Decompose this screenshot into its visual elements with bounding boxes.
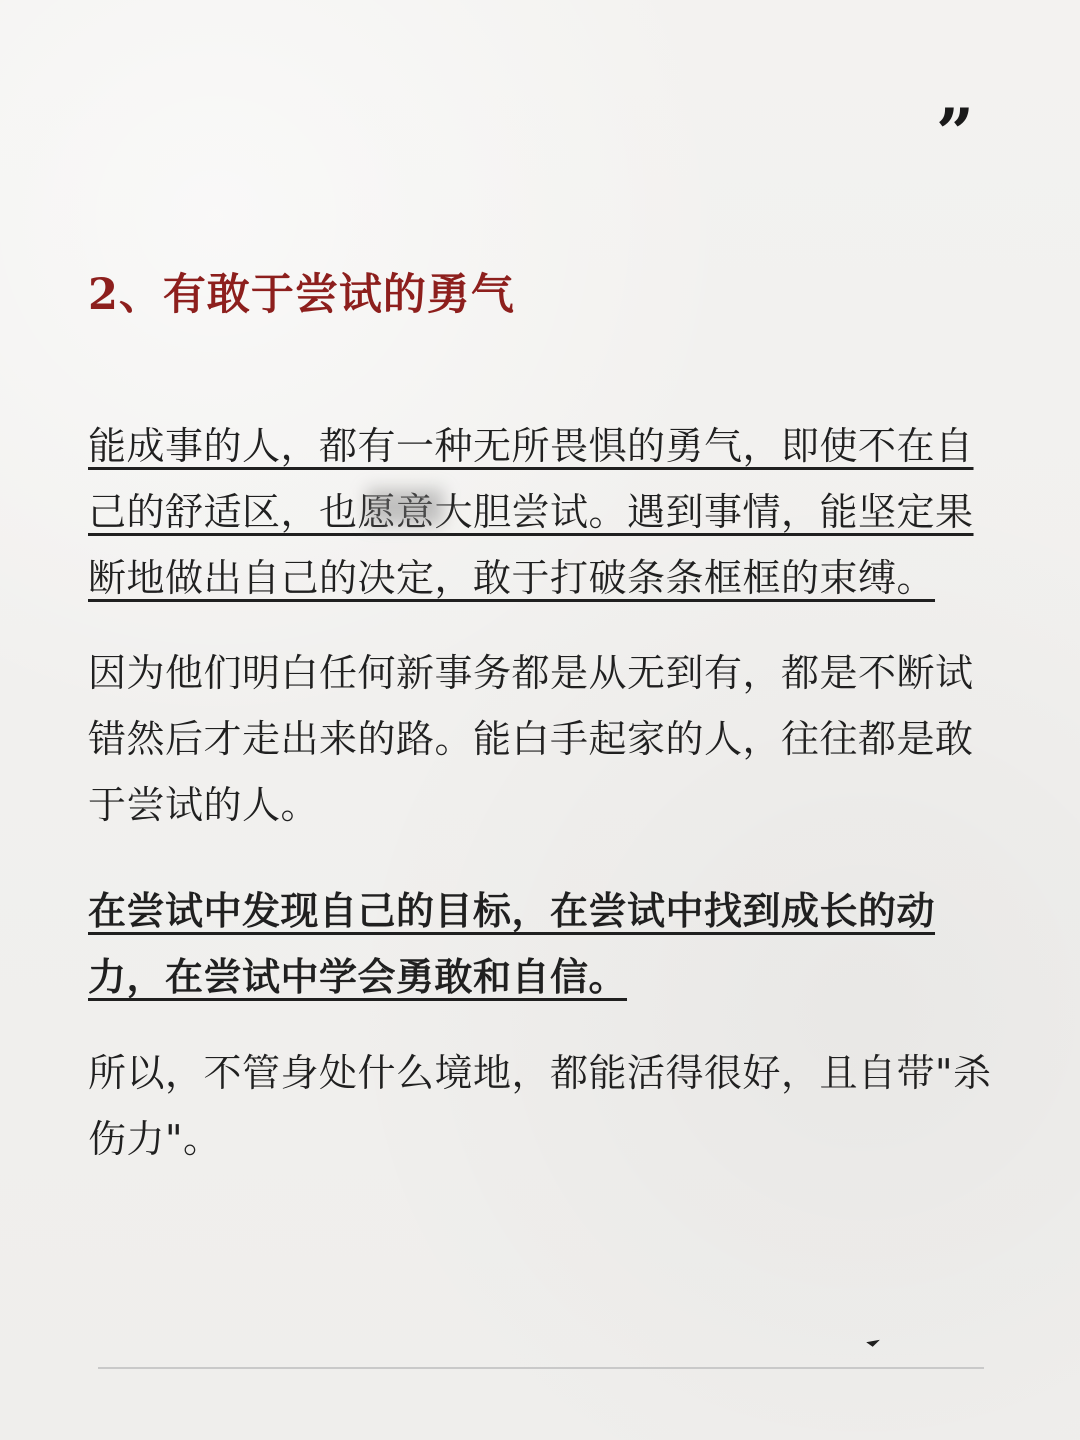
bottom-divider — [98, 1367, 984, 1369]
paragraph-three: 在尝试中发现自己的目标，在尝试中找到成长的动力，在尝试中学会勇敢和自信。 — [88, 889, 936, 999]
paragraph-one: 能成事的人，都有一种无所畏惧的勇气，即使不在自己的舒适区，也愿意大胆尝试。遇到事情，能坚定果断地做出自己的决定，敢于打破条条框框的束缚。 — [88, 424, 974, 600]
paragraph-four: 所以，不管身处什么境地，都能活得很好，且自带"杀伤力"。 — [88, 1051, 992, 1161]
blurred-area — [367, 489, 443, 525]
quote-mark-icon: ” — [936, 94, 970, 172]
pen-mark-icon — [866, 1334, 880, 1348]
section-heading: 2、有敢于尝试的勇气 — [88, 270, 515, 320]
paragraph-two: 因为他们明白任何新事务都是从无到有，都是不断试错然后才走出来的路。能白手起家的人，往往都是敢于尝试的人。 — [88, 651, 974, 827]
